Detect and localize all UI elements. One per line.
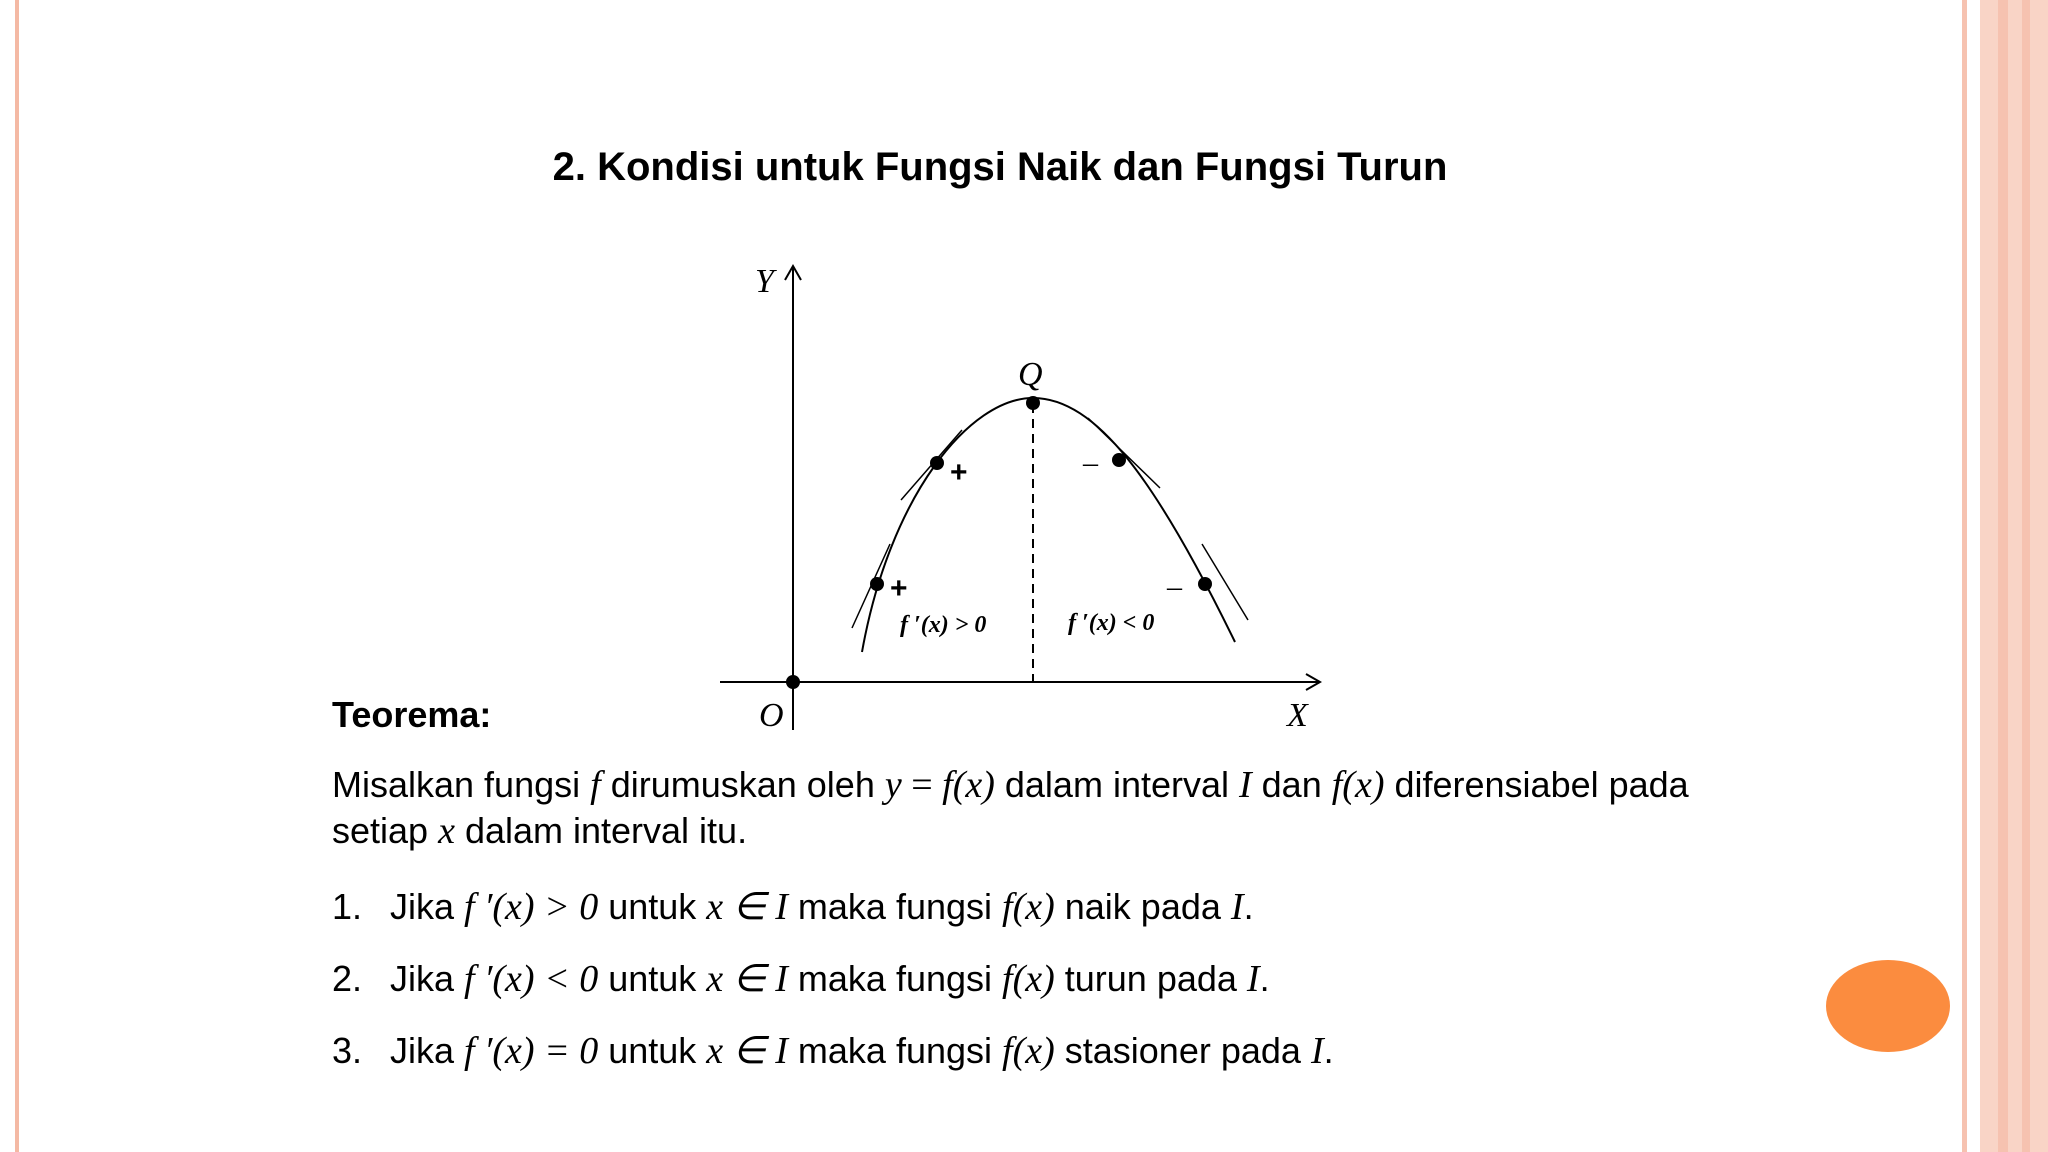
item-period: . xyxy=(1259,958,1270,999)
x-axis-label: X xyxy=(1287,697,1308,734)
minus-sign-lower: – xyxy=(1167,570,1182,603)
theorem-item-3 xyxy=(332,1028,1334,1073)
intro-eq: = xyxy=(901,764,943,806)
point-origin xyxy=(786,675,800,689)
peak-label: Q xyxy=(1018,356,1043,393)
intro-fx-2: f(x) xyxy=(1331,764,1385,806)
point-left-lower xyxy=(870,577,884,591)
item-interval: I xyxy=(1310,1030,1324,1072)
theorem-item-2 xyxy=(332,956,1270,1001)
item-number: 3. xyxy=(332,1030,363,1071)
theorem-heading: Teorema: xyxy=(332,694,492,735)
item-function: f(x) xyxy=(1002,886,1055,928)
point-q xyxy=(1026,396,1040,410)
item-period: . xyxy=(1323,1030,1334,1071)
item-condition: f ′(x) < 0 xyxy=(464,958,599,1000)
item-result: naik pada xyxy=(1054,886,1231,927)
item-function: f(x) xyxy=(1002,958,1055,1000)
item-function: f(x) xyxy=(1002,1030,1055,1072)
origin-label: O xyxy=(759,697,784,734)
minus-sign-upper: – xyxy=(1083,446,1098,479)
item-jika: Jika xyxy=(390,958,465,999)
intro-f: f xyxy=(590,764,601,806)
slide-title: 2. Kondisi untuk Fungsi Naik dan Fungsi Turun xyxy=(552,145,1448,189)
derivative-graph xyxy=(700,250,1340,740)
theorem-item-1 xyxy=(332,884,1254,929)
item-condition: f ′(x) = 0 xyxy=(464,1030,599,1072)
orange-decorative-circle xyxy=(1826,960,1950,1052)
item-result: stasioner pada xyxy=(1054,1030,1311,1071)
item-domain: x ∈ I xyxy=(706,1030,788,1072)
intro-interval: I xyxy=(1239,764,1252,806)
point-left-upper xyxy=(930,456,944,470)
item-maka: maka fungsi xyxy=(787,958,1003,999)
item-period: . xyxy=(1243,886,1254,927)
item-number: 1. xyxy=(332,886,363,927)
item-result: turun pada xyxy=(1054,958,1247,999)
left-region-label: f ′(x) > 0 xyxy=(900,612,987,638)
plus-sign-upper: + xyxy=(950,456,968,489)
theorem-intro xyxy=(332,762,1752,854)
item-condition: f ′(x) > 0 xyxy=(464,886,599,928)
intro-text-5: diferensiabel pada setiap xyxy=(332,764,1689,851)
intro-text-3: dalam interval xyxy=(994,764,1239,805)
item-domain: x ∈ I xyxy=(706,958,788,1000)
item-domain: x ∈ I xyxy=(706,886,788,928)
item-maka: maka fungsi xyxy=(787,1030,1003,1071)
point-right-lower xyxy=(1198,577,1212,591)
item-jika: Jika xyxy=(390,1030,465,1071)
intro-x: x xyxy=(438,810,455,852)
item-untuk: untuk xyxy=(598,1030,707,1071)
item-jika: Jika xyxy=(390,886,465,927)
point-right-upper xyxy=(1112,453,1126,467)
y-axis-label: Y xyxy=(755,263,774,300)
intro-text-2: dirumuskan oleh xyxy=(600,764,885,805)
item-interval: I xyxy=(1230,886,1244,928)
item-number: 2. xyxy=(332,958,363,999)
intro-y: y xyxy=(884,764,902,806)
tangent-right-upper xyxy=(1088,418,1160,488)
item-untuk: untuk xyxy=(598,958,707,999)
plus-sign-lower: + xyxy=(890,572,908,605)
intro-text-6: dalam interval itu. xyxy=(454,810,748,851)
item-untuk: untuk xyxy=(598,886,707,927)
intro-text-4: dan xyxy=(1251,764,1332,805)
intro-fx-1: f(x) xyxy=(942,764,995,806)
item-maka: maka fungsi xyxy=(787,886,1003,927)
right-stripe-4 xyxy=(2022,0,2030,1152)
item-interval: I xyxy=(1246,958,1260,1000)
right-region-label: f ′(x) < 0 xyxy=(1068,610,1155,636)
intro-text-1: Misalkan fungsi xyxy=(332,764,591,805)
